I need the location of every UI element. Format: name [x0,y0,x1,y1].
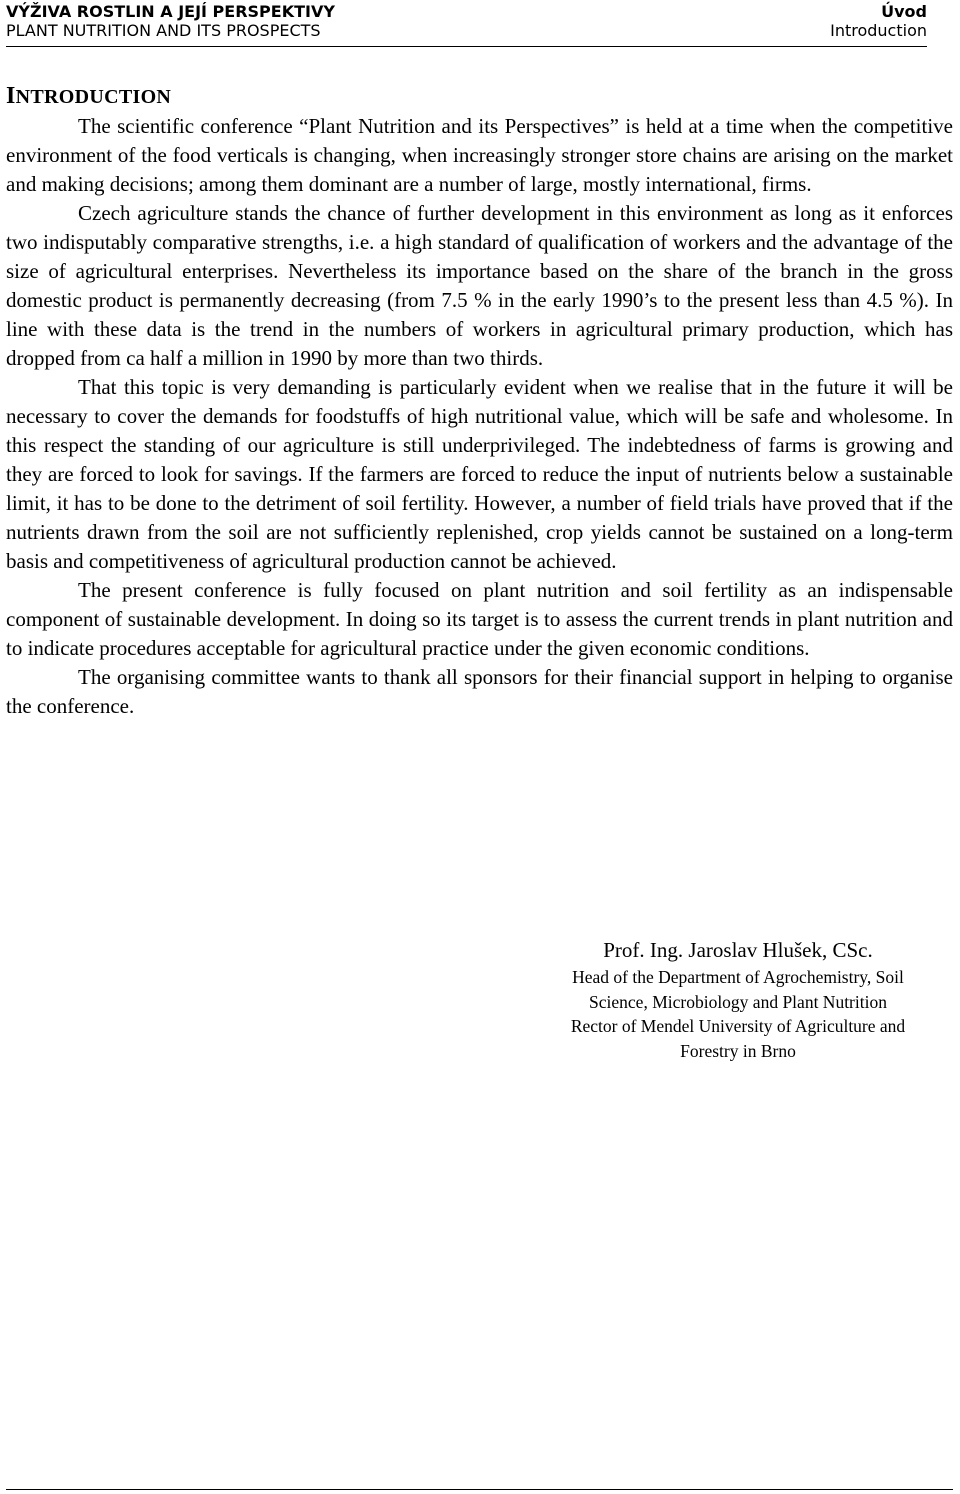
signature-line-2: Science, Microbiology and Plant Nutrition [589,991,887,1012]
footer-divider [6,1489,953,1490]
section-title-rest: NTRODUCTION [15,86,172,108]
signature-affiliation [530,965,946,1063]
paragraph-4: The present conference is fully focused on plant nutrition and soil fertility as an indispensable component of sustainable development. In doing so its target is to assess the current trends in plant nutrition and to indicate procedures acceptable for agricultural practice under the given economic conditions. [6,578,953,660]
signature-line-4: Forestry in Brno [680,1040,796,1061]
header-english-title: PLANT NUTRITION AND ITS PROSPECTS [6,21,321,40]
paragraph-3: That this topic is very demanding is particularly evident when we realise that in the future it will be necessary to cover the demands for foodstuffs of high nutritional value, which will be safe and wholesome. In this respect the standing of our agriculture is still underprivileged. The indebtedness of farms is growing and they are forced to look for savings. If the farmers are forced to reduce the input of nutrients below a sustainable limit, it has to be done to the detriment of soil fertility. However, a number of field trials have proved that if the nutrients drawn from the soil are not sufficiently replenished, crop yields cannot be sustained on a long-term basis and competitiveness of agricultural production cannot be achieved. [6,375,953,573]
paragraph-2: Czech agriculture stands the chance of further development in this environment as long as it enforces two indisputably comparative strengths, i.e. a high standard of qualification of workers and the advantage of the size of agricultural enterprises. Nevertheless its importance based on the share of the branch in the gross domestic product is permanently decreasing (from 7.5 % in the early 1990’s to the present less than 4.5 %). In line with these data is the trend in the numbers of workers in agricultural primary production, which has dropped from ca half a million in 1990 by more than two thirds. [6,201,953,370]
signature-block [530,935,946,1063]
paragraph-1: The scientific conference “Plant Nutrition and its Perspectives” is held at a time when the competitive environment of the food verticals is changing, when increasingly stronger store chains are arising on the market and making decisions; among them dominant are a number of large, mostly international, firms. [6,114,953,196]
header-section-english: Introduction [830,21,927,40]
signature-name: Prof. Ing. Jaroslav Hlušek, CSc. [603,938,873,962]
paragraph-5: The organising committee wants to thank all sponsors for their financial support in helping to organise the conference. [6,665,953,718]
signature-line-1: Head of the Department of Agrochemistry, Soil [572,967,904,987]
header-right [830,2,927,40]
header-divider [6,46,927,47]
header-section-czech: Úvod [881,2,927,21]
running-header [6,2,927,47]
signature-line-3: Rector of Mendel University of Agriculture and [570,1016,906,1036]
document-body [6,82,953,721]
header-czech-title: VÝŽIVA ROSTLIN A JEJÍ PERSPEKTIVY [6,2,335,21]
header-left [6,2,335,40]
section-title-initial: I [6,83,16,109]
section-title [6,82,953,112]
